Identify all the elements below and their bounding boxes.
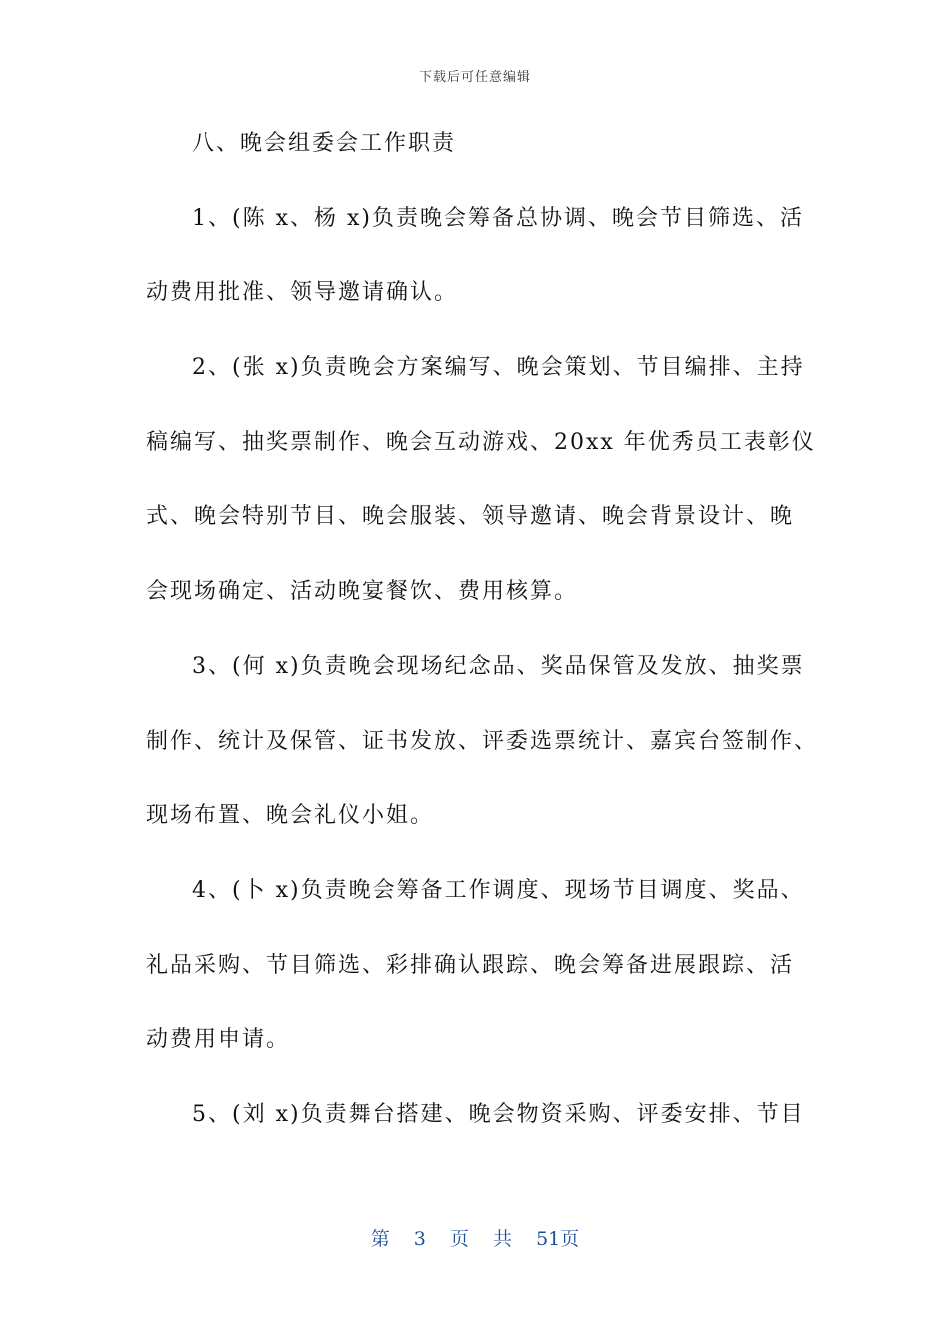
- paragraph-line: 5、(刘 x)负责舞台搭建、晚会物资采购、评委安排、节目: [192, 1101, 805, 1127]
- page-number: 3: [413, 1228, 426, 1250]
- paragraph-line: 稿编写、抽奖票制作、晚会互动游戏、20xx 年优秀员工表彰仪: [146, 429, 816, 455]
- document-body: [146, 122, 819, 1168]
- paragraph-line: 式、晚会特别节目、晚会服装、领导邀请、晚会背景设计、晚: [146, 504, 795, 530]
- paragraph-line: 礼品采购、节目筛选、彩排确认跟踪、晚会筹备进展跟踪、活: [146, 952, 795, 978]
- paragraph-line: 2、(张 x)负责晚会方案编写、晚会策划、节目编排、主持: [192, 355, 805, 381]
- paragraph-line: 1、(陈 x、杨 x)负责晚会筹备总协调、晚会节目筛选、活: [192, 205, 804, 231]
- header-note: 下载后可任意编辑: [418, 70, 531, 85]
- paragraph-line: 动费用批准、领导邀请确认。: [146, 280, 459, 306]
- paragraph-line: 3、(何 x)负责晚会现场纪念品、奖品保管及发放、抽奖票: [192, 653, 805, 679]
- paragraph-line: 制作、统计及保管、证书发放、评委选票统计、嘉宾台签制作、: [146, 728, 819, 754]
- page-footer: [0, 1224, 950, 1251]
- paragraph-line: 动费用申请。: [146, 1027, 291, 1053]
- page-mid: 页: [449, 1228, 469, 1250]
- section-heading: 八、晚会组委会工作职责: [192, 131, 457, 156]
- total-pages: 51页: [536, 1228, 580, 1250]
- paragraph-line: 4、(卜 x)负责晚会筹备工作调度、现场节目调度、奖品、: [192, 877, 805, 903]
- paragraph-line: 会现场确定、活动晚宴餐饮、费用核算。: [146, 579, 579, 605]
- page-prefix: 第: [370, 1228, 390, 1250]
- paragraph-line: 现场布置、晚会礼仪小姐。: [146, 803, 435, 829]
- total-prefix: 共: [493, 1228, 513, 1250]
